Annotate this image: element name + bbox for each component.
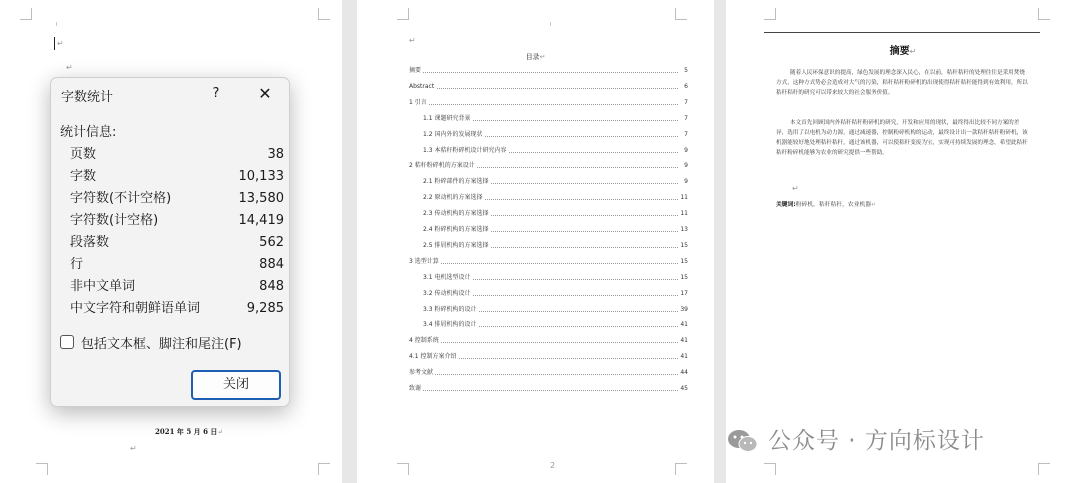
paragraph-mark: ↵ <box>66 63 73 72</box>
toc-leader <box>409 104 678 105</box>
crop-mark <box>1038 8 1050 20</box>
close-button[interactable]: 关闭 <box>191 370 281 400</box>
crop-mark <box>675 463 687 475</box>
include-textboxes-label[interactable]: 包括文本框、脚注和尾注(F) <box>81 337 242 352</box>
toc-entry-label: 3.2 传动机构设计 <box>423 289 471 297</box>
stat-label: 段落数 <box>70 235 110 250</box>
abstract-paragraph-2: 本文首先回顾国内外秸秆秸秆粉碎机的研究，开发和应用的现状，最终得出比较不同方案的差异，选用了以电机为动力源，通过减速器，控制粉碎机构的运动，最终设计出一款秸秆秸秆粉碎机，该机器能较好地处理秸秆秸秆，通过该机器，可以使秸秆变废为宝，实现可持续发展的理念，希望此秸秆秸秆粉碎机能够为农业的研究提供一些帮助。 <box>776 120 1028 156</box>
toc-title: 目录↵ <box>525 53 546 61</box>
watermark <box>726 424 1066 458</box>
toc-entry-label: 3.4 排屑机构的设计 <box>423 321 477 329</box>
header-rule <box>764 32 1040 33</box>
stat-value: 38 <box>267 147 284 162</box>
toc-entry-label: 4 控制系统 <box>409 337 439 345</box>
toc-entry[interactable] <box>409 99 688 107</box>
document-page-2 <box>357 0 714 483</box>
toc-entry[interactable] <box>409 115 688 123</box>
toc-entry-page: 6 <box>684 82 688 90</box>
paragraph-mark: ↵ <box>130 444 137 453</box>
toc-entry-page: 15 <box>680 241 688 249</box>
stat-label: 页数 <box>70 147 97 162</box>
toc-leader <box>409 390 678 391</box>
toc-entry-label: 1.2 国内外的发展现状 <box>423 130 483 138</box>
paragraph-mark: ↵ <box>792 184 799 193</box>
keywords-line: 关键词:粉碎机，秸秆秸秆，农业机器↵ <box>776 202 876 208</box>
toc-entry[interactable] <box>409 321 688 329</box>
toc-entry-label: 1.1 课题研究背景 <box>423 114 471 122</box>
toc-entry[interactable] <box>409 353 688 361</box>
stat-row-lines <box>70 255 284 275</box>
date-line: 2021 年 5 月 6 日↵ <box>155 427 224 436</box>
toc-entry-page: 9 <box>684 178 688 186</box>
stat-row-paragraphs <box>70 233 284 253</box>
toc-entry-page: 41 <box>680 337 688 345</box>
toc-entry-label: 3.1 电机选型设计 <box>423 273 471 281</box>
toc-entry-label: 1.3 本秸秆粉碎机设计研究内容 <box>423 146 507 154</box>
toc-entry-label: 2.1 粉碎部件的方案选择 <box>423 178 489 186</box>
stat-row-chars-with-spaces <box>70 211 284 231</box>
page-number: 2 <box>550 461 556 470</box>
toc-entry-label: 2.3 传动机构的方案选择 <box>423 210 489 218</box>
toc-entry[interactable] <box>409 290 688 298</box>
stat-value: 10,133 <box>238 169 284 184</box>
crop-mark <box>318 463 330 475</box>
stat-value: 13,580 <box>238 191 284 206</box>
toc-entry[interactable] <box>409 210 688 218</box>
toc-entry-label: 3.3 粉碎机构的设计 <box>423 305 477 313</box>
crop-mark <box>20 8 32 20</box>
toc-entry-page: 11 <box>680 210 688 218</box>
toc-entry-page: 11 <box>680 194 688 202</box>
watermark-text: 公众号 · 方向标设计 <box>768 428 985 454</box>
toc-entry-page: 5 <box>684 67 688 74</box>
crop-mark <box>318 8 330 20</box>
toc-entry-page: 7 <box>684 98 688 106</box>
toc-leader <box>409 88 678 89</box>
toc-entry-label: 2.5 排屑机构的方案选择 <box>423 241 489 249</box>
crop-mark <box>764 8 776 20</box>
toc-entry-label: 摘要 <box>409 67 422 74</box>
word-count-dialog <box>50 77 290 407</box>
toc-leader <box>409 342 678 343</box>
toc-entry[interactable] <box>409 385 688 393</box>
toc-entry[interactable] <box>409 178 688 186</box>
toc-entry-page: 17 <box>680 289 688 297</box>
toc-entry-page: 41 <box>680 353 688 361</box>
toc-entry-label: Abstract <box>409 82 435 90</box>
stat-row-pages <box>70 145 284 165</box>
abstract-paragraph-1: 随着人民环保意识的提高，绿色发展的理念深入民心，在以前，秸秆秸秆的处理往往是采用焚烧方式，这种方式势必会造成对大气的污染，秸秆秸秆粉碎机的出现使得秸秆秸秆能得到有效利用，所以秸秆秸秆的研究可以带来较大的社会服务价值。 <box>776 70 1028 96</box>
stat-value: 884 <box>259 257 284 272</box>
toc-entry-label: 3 选型计算 <box>409 257 439 265</box>
toc-entry-page: 15 <box>680 257 688 265</box>
toc-entry-label: 致谢 <box>409 385 422 392</box>
wechat-icon <box>726 428 760 454</box>
toc-entry-page: 13 <box>680 226 688 233</box>
toc-entry-page: 39 <box>680 305 688 313</box>
include-textboxes-checkbox[interactable] <box>60 335 74 349</box>
abstract-title: 摘要↵ <box>889 46 917 57</box>
toc-entry-page: 9 <box>684 146 688 154</box>
toc-entry-label: 4.1 控制方案介绍 <box>409 353 457 361</box>
toc-entry[interactable] <box>409 337 688 345</box>
toc-entry[interactable] <box>409 306 688 314</box>
toc-entry[interactable] <box>409 83 688 91</box>
toc-entry-page: 45 <box>680 385 688 392</box>
stat-label: 字数 <box>70 169 97 184</box>
paragraph-mark: ↵ <box>57 39 64 48</box>
stat-row-chars-no-spaces <box>70 189 284 209</box>
ruler-tick <box>550 22 551 26</box>
crop-mark <box>36 463 48 475</box>
toc-entry[interactable] <box>409 274 688 282</box>
toc-entry[interactable] <box>409 67 688 75</box>
stat-value: 562 <box>259 235 284 250</box>
crop-mark <box>397 8 409 20</box>
toc-entry-page: 15 <box>680 273 688 281</box>
stat-label: 字符数(计空格) <box>70 213 159 228</box>
toc-entry-page: 41 <box>680 321 688 329</box>
toc-entry[interactable] <box>409 162 688 170</box>
dialog-title: 字数统计 <box>61 90 114 105</box>
stat-row-words <box>70 167 284 187</box>
stat-label: 字符数(不计空格) <box>70 191 172 206</box>
paragraph-mark: ↵ <box>409 36 416 45</box>
toc-entry-page: 7 <box>684 130 688 138</box>
toc-leader <box>409 72 678 73</box>
stat-value: 848 <box>259 279 284 294</box>
toc-entry[interactable] <box>409 369 688 377</box>
crop-mark <box>764 463 776 475</box>
stat-row-cjk-chars <box>70 299 284 319</box>
toc-leader <box>409 374 678 375</box>
toc-entry[interactable] <box>409 258 688 266</box>
close-icon[interactable]: ✕ <box>258 84 272 103</box>
toc-entry[interactable] <box>409 147 688 155</box>
toc-entry-label: 2 秸秆粉碎机的方案设计 <box>409 162 475 170</box>
toc-entry[interactable] <box>409 131 688 139</box>
toc-entry[interactable] <box>409 242 688 250</box>
stat-label: 行 <box>70 257 84 272</box>
stat-row-non-chinese-words <box>70 277 284 297</box>
toc-entry-page: 7 <box>684 114 688 122</box>
toc-entry-label: 2.2 原动机的方案选择 <box>423 194 483 202</box>
toc-entry[interactable] <box>409 226 688 234</box>
crop-mark <box>397 463 409 475</box>
statistics-heading: 统计信息: <box>60 125 117 140</box>
stat-label: 中文字符和朝鲜语单词 <box>70 301 201 316</box>
text-cursor <box>54 37 55 50</box>
crop-mark <box>675 8 687 20</box>
toc-entry-label: 2.4 粉碎机构的方案选择 <box>423 226 489 233</box>
help-button[interactable]: ? <box>212 86 220 101</box>
stat-label: 非中文单词 <box>70 279 136 294</box>
toc-entry-page: 9 <box>684 162 688 170</box>
toc-leader <box>409 263 678 264</box>
toc-entry-page: 44 <box>680 369 688 377</box>
stat-value: 14,419 <box>238 213 284 228</box>
stat-value: 9,285 <box>246 301 284 316</box>
toc-entry-label: 参考文献 <box>409 369 434 377</box>
ruler-tick <box>56 22 57 26</box>
document-page-3 <box>726 0 1080 483</box>
crop-mark <box>1038 463 1050 475</box>
toc-entry-label: 1 引言 <box>409 98 427 106</box>
toc-entry[interactable] <box>409 194 688 202</box>
